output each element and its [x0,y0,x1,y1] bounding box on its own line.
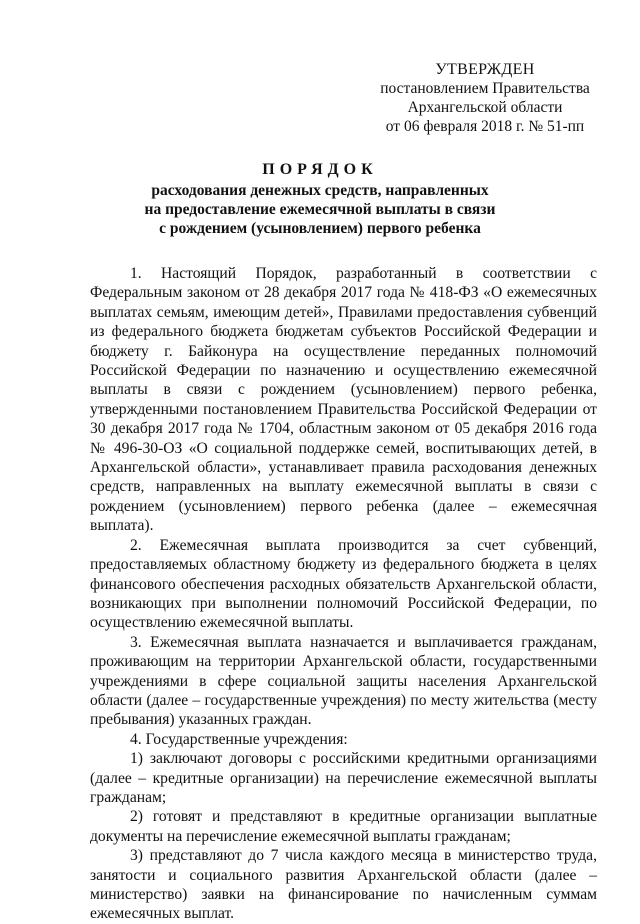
paragraph: 2) готовят и представляют в кредитные организации выплатные документы на перечисление ежемесячной выплаты гражданам; [90,808,597,845]
approval-line: постановлением Правительства [380,80,590,97]
title-main: ПОРЯДОК [262,161,378,178]
paragraph: 3. Ежемесячная выплата назначается и выплачивается гражданам, проживающим на территории Архангельской области, государственными учреждениями в сфере социальной защиты населения Архангельской области (далее – государственные учреждения) по месту жительства (месту пребывания) указанных граждан. [90,633,597,729]
paragraph: 1. Настоящий Порядок, разработанный в соответствии с Федеральным законом от 28 декабря 2017 года № 418-ФЗ «О ежемесячных выплатах семьям, имеющим детей», Правилами предоставления субвенций из федерального бюджета бюджетам субъектов Российской Федерации и бюджету г. Байконура на осуществление переданных полномочий Российской Федерации по назначению и осуществлению ежемесячной выплаты в связи с рождением (усыновлением) первого ребенка, утвержденными постановлением Правительства Российской Федерации от 30 декабря 2017 года № 1704, областным законом от 05 декабря 2016 года № 496-30-ОЗ «О социальной поддержке семей, воспитывающих детей, в Архангельской области», устанавливает правила расходования денежных средств, направленных на выплату ежемесячной выплаты в связи с рождением (усыновлением) первого ребенка (далее – ежемесячная выплата). [90,265,597,535]
title-line: расходования денежных средств, направленных [151,182,489,199]
title-line: с рождением (усыновлением) первого ребенка [159,220,481,237]
paragraph: 3) представляют до 7 числа каждого месяца в министерство труда, занятости и социального развития Архангельской области (далее – министерство) заявки на финансирование по начисленным суммам ежемесячных выплат. [90,847,597,923]
document-body [90,264,597,924]
approval-stamp [370,60,600,136]
approval-line: от 06 февраля 2018 г. № 51-пп [385,118,585,135]
paragraph: 4. Государственные учреждения: [130,730,348,748]
paragraph: 2. Ежемесячная выплата производится за счет субвенций, предоставляемых областному бюджету из федерального бюджета в целях финансового обеспечения расходных обязательств Архангельской области, возникающих при выполнении полномочий Российской Федерации, по осуществлению ежемесячной выплаты. [90,536,597,632]
approval-heading: УТВЕРЖДЕН [435,61,535,78]
paragraph: 1) заключают договоры с российскими кредитными организациями (далее – кредитные организации) на перечисление ежемесячной выплаты гражданам; [90,750,597,806]
approval-line: Архангельской области [407,99,563,116]
title-line: на предоставление ежемесячной выплаты в связи [144,201,496,218]
document-title [90,160,550,238]
